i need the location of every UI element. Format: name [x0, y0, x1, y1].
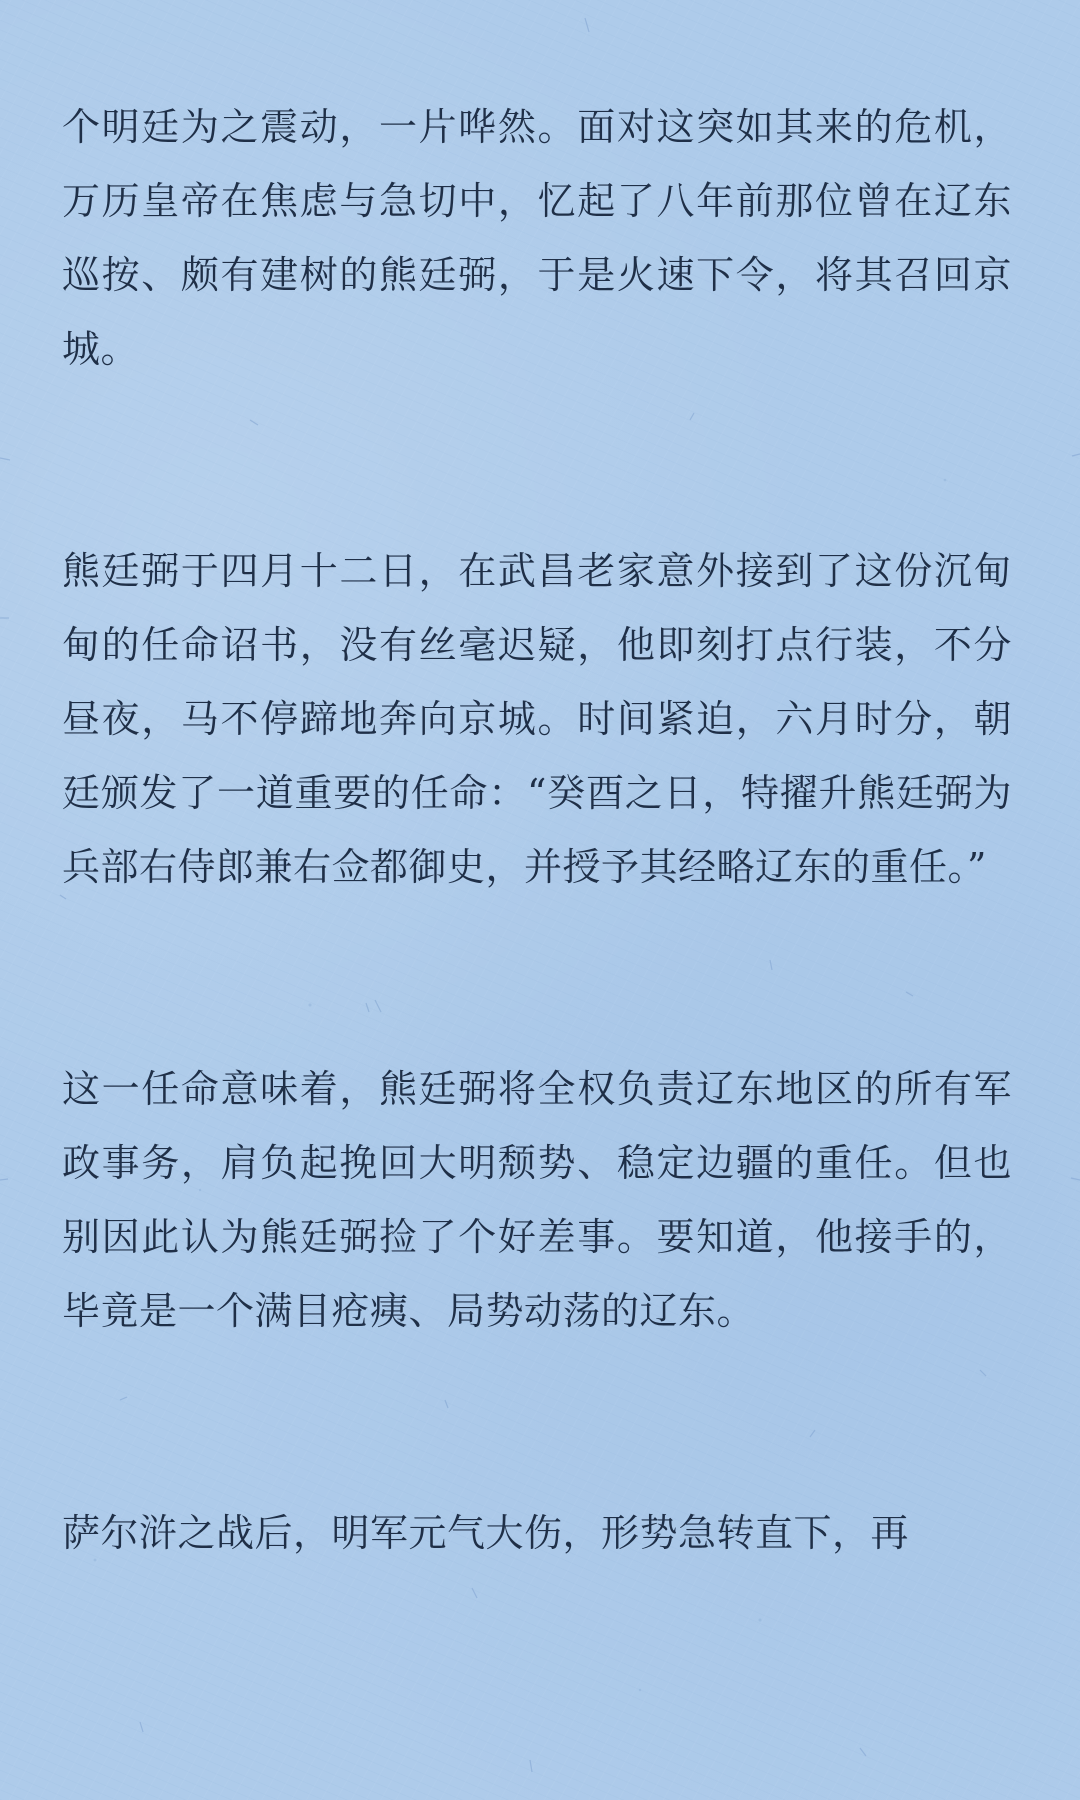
article-paragraph-4: 萨尔浒之战后，明军元气大伤，形势急转直下，再 — [62, 1511, 910, 1555]
article-paragraph-2: 熊廷弼于四月十二日，在武昌老家意外接到了这份沉甸甸的任命诏书，没有丝毫迟疑，他即刻打点行装，不分昼夜，马不停蹄地奔向京城。时间紧迫，六月时分，朝廷颁发了一道重要的任命：“癸酉之日，特擢升熊廷弼为兵部右侍郎兼右佥都御史，并授予其经略辽东的重任。” — [62, 549, 1012, 889]
article-paragraph-1: 个明廷为之震动，一片哗然。面对这突如其来的危机，万历皇帝在焦虑与急切中，忆起了八年前那位曾在辽东巡按、颇有建树的熊廷弼，于是火速下令，将其召回京城。 — [62, 105, 1012, 371]
article-body — [62, 90, 1012, 1570]
article-paragraph-3: 这一任命意味着，熊廷弼将全权负责辽东地区的所有军政事务，肩负起挽回大明颓势、稳定边疆的重任。但也别因此认为熊廷弼捡了个好差事。要知道，他接手的，毕竟是一个满目疮痍、局势动荡的辽东。 — [62, 1067, 1012, 1333]
